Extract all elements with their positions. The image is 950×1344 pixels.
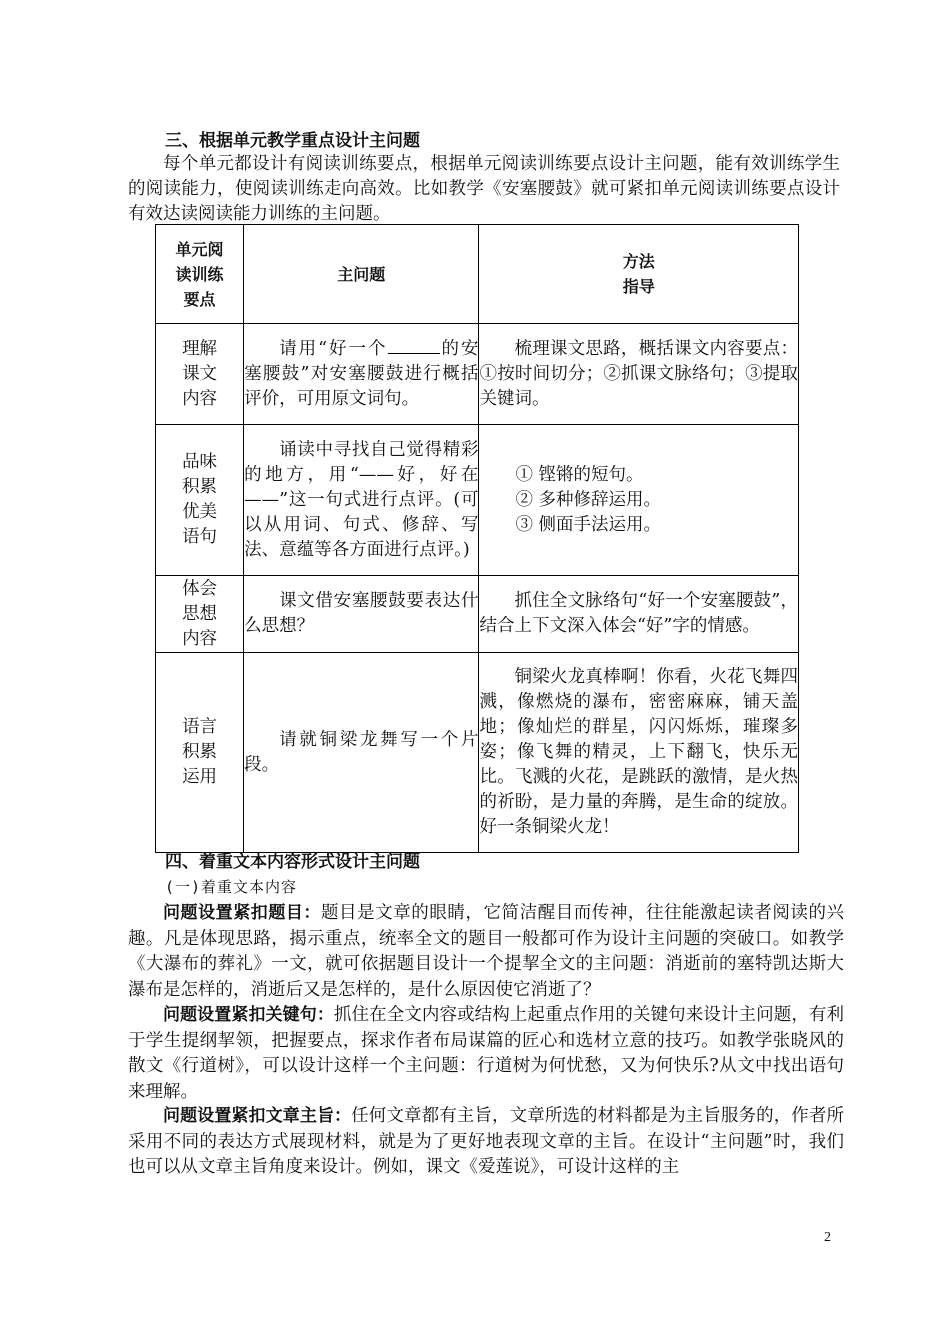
section-3-intro: 每个单元都设计有阅读训练要点，根据单元阅读训练要点设计主问题，能有效训练学生的阅读能力，使阅读训练走向高效。比如教学《安塞腰鼓》就可紧扣单元阅读训练要点设计有效达读阅读能力训练的主问题。 xyxy=(128,154,840,224)
method-cell: 抓住全文脉络句“好一个安塞腰鼓”，结合上下文深入体会“好”字的情感。 xyxy=(479,576,799,653)
section-4-subheading: (一)着重文本内容 xyxy=(165,878,298,896)
method-item: ② 多种修辞运用。 xyxy=(515,489,662,510)
main-question-cell: 课文借安塞腰鼓要表达什么思想？ xyxy=(244,576,479,653)
section-3-heading: 三、根据单元教学重点设计主问题 xyxy=(165,131,420,151)
header-main-question: 主问题 xyxy=(244,225,479,324)
main-question-cell: 请用“好一个 的安塞腰鼓”对安塞腰鼓进行概括评价，可用原文词句。 xyxy=(244,324,479,425)
method-item: ① 铿锵的短句。 xyxy=(515,464,644,485)
method-cell xyxy=(479,425,799,576)
training-point-cell: 品味积累优美语句 xyxy=(156,425,244,576)
table-row xyxy=(156,324,799,425)
paragraph-lead: 问题设置紧扣关键句： xyxy=(163,1005,334,1025)
fill-in-blank xyxy=(388,336,440,354)
table-header-row xyxy=(156,225,799,324)
paragraph: 问题设置紧扣文章主旨：任何文章都有主旨，文章所选的材料都是为主旨服务的，作者所采用不同的表达方式展现材料，就是为了更好地表现文章的主旨。在设计“主问题”时，我们也可以从文章主旨角度来设计。例如，课文《爱莲说》，可设计这样的主 xyxy=(128,1106,845,1177)
paragraph: 问题设置紧扣题目：题目是文章的眼睛，它简洁醒目而传神，往往能激起读者阅读的兴趣。凡是体现思路，揭示重点，统率全文的题目一般都可作为设计主问题的突破口。如教学《大瀑布的葬礼》一文，就可依据题目设计一个提挈全文的主问题：消逝前的塞特凯达斯大瀑布是怎样的，消逝后又是怎样的，是什么原因使它消逝了？ xyxy=(128,903,845,1000)
section-4-heading: 四、着重文本内容形式设计主问题 xyxy=(165,852,420,872)
training-point-cell: 语言积累运用 xyxy=(156,653,244,853)
method-cell: 铜梁火龙真棒啊！你看，火花飞舞四溅，像燃烧的瀑布，密密麻麻，铺天盖地；像灿烂的群星，闪闪烁烁，璀璨多姿；像飞舞的精灵，上下翻飞，快乐无比。飞溅的火花，是跳跃的激情，是火热的祈盼，是力量的奔腾，是生命的绽放。好一条铜梁火龙！ xyxy=(479,653,799,853)
paragraph-lead: 问题设置紧扣题目： xyxy=(163,903,321,923)
paragraph: 问题设置紧扣关键句：抓住在全文内容或结构上起重点作用的关键句来设计主问题，有利于学生提纲挈领，把握要点，探求作者布局谋篇的匠心和选材立意的技巧。如教学张晓风的散文《行道树》，可以设计这样一个主问题：行道树为何忧愁，又为何快乐?从文中找出语句来理解。 xyxy=(128,1005,844,1102)
method-cell: 梳理课文思路，概括课文内容要点：①按时间切分；②抓课文脉络句；③提取关键词。 xyxy=(479,324,799,425)
training-point-cell: 体会思想内容 xyxy=(156,576,244,653)
main-question-cell: 诵读中寻找自己觉得精彩的地方，用“——好，好在——”这一句式进行点评。(可以从用词、句式、修辞、写法、意蕴等各方面进行点评。) xyxy=(244,425,479,576)
training-point-cell: 理解课文内容 xyxy=(156,324,244,425)
main-question-cell: 请就铜梁龙舞写一个片段。 xyxy=(244,653,479,853)
header-training-point: 单元阅读训练要点 xyxy=(156,225,244,324)
table-row xyxy=(156,653,799,853)
header-method-guide: 方法 指导 xyxy=(479,225,799,324)
reading-training-table xyxy=(155,224,799,853)
table-row xyxy=(156,425,799,576)
method-item: ③ 侧面手法运用。 xyxy=(515,514,662,535)
table-row xyxy=(156,576,799,653)
paragraph-lead: 问题设置紧扣文章主旨： xyxy=(163,1106,352,1126)
page-number: 2 xyxy=(824,1230,831,1245)
